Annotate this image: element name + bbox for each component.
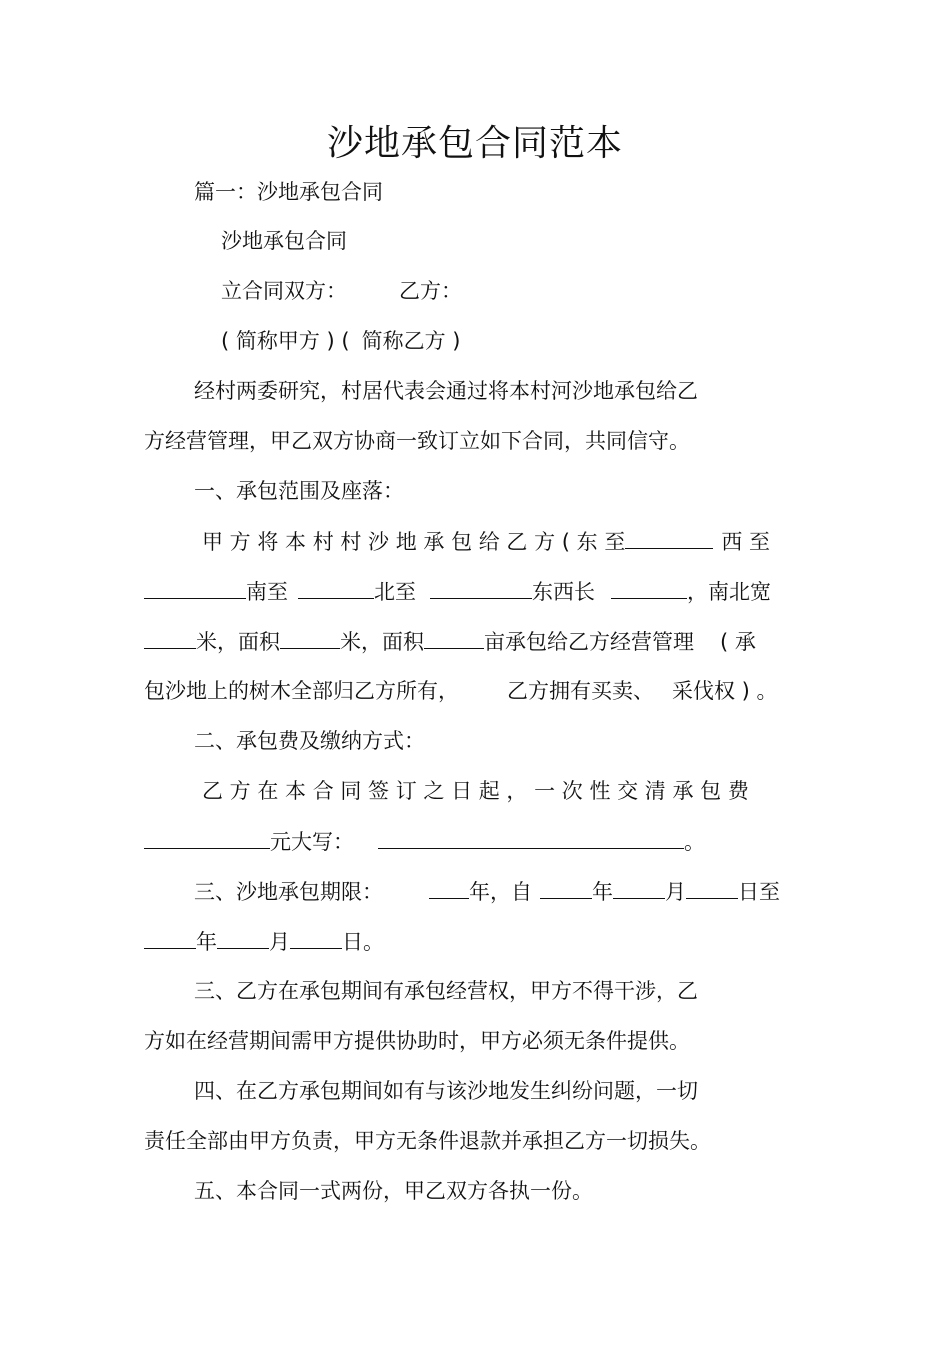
clause-text: 米，面积	[340, 630, 424, 654]
abbrev-a: ( 简称甲方 ) (	[221, 329, 350, 353]
clause-text: ( 承	[720, 630, 756, 654]
clause-text: 甲 方 将 本 村 村 沙 地 承 包 给 乙 方 ( 东 至	[202, 530, 626, 554]
fill-blank-south[interactable]	[298, 576, 374, 599]
clause-text: 采伐权 ) 。	[672, 679, 778, 703]
fill-blank-east[interactable]	[625, 526, 713, 549]
clause-text: 月	[665, 880, 686, 904]
fill-blank-start-year[interactable]	[540, 876, 592, 899]
clause-text: 亩承包给乙方经营管理	[484, 630, 694, 654]
paragraph-line: 四、在乙方承包期间如有与该沙地发生纠纷问题，一切	[194, 1079, 698, 1103]
paragraph-line: 五、本合同一式两份，甲乙双方各执一份。	[194, 1179, 593, 1203]
clause-text: 西 至	[721, 530, 771, 554]
contract-name: 沙地承包合同	[221, 229, 347, 253]
fill-blank-ns-width[interactable]	[144, 626, 196, 649]
paragraph-line: 经村两委研究，村居代表会通过将本村河沙地承包给乙	[194, 379, 698, 403]
clause-heading: 一、承包范围及座落：	[194, 479, 404, 503]
paragraph-line: 三、乙方在承包期间有承包经营权，甲方不得干涉，乙	[194, 979, 698, 1003]
clause-text: 元大写：	[270, 830, 354, 854]
clause-text-line	[202, 526, 770, 557]
fill-blank-area-mu[interactable]	[424, 626, 484, 649]
fill-blank-fee-in-words[interactable]	[378, 826, 684, 849]
clause-text: 年	[196, 930, 217, 954]
clause-text: 包沙地上的树木全部归乙方所有，	[144, 679, 459, 703]
fill-blank-west[interactable]	[144, 576, 246, 599]
abbrev-b: 简称乙方 )	[361, 329, 461, 353]
party-b-label: 乙方：	[399, 279, 462, 303]
clause-text-line	[194, 876, 780, 907]
abbreviation-line	[221, 326, 460, 356]
fill-blank-end-month[interactable]	[217, 926, 269, 949]
clause-text-line	[144, 926, 384, 957]
fill-blank-term-years[interactable]	[429, 876, 469, 899]
clause-text: ，南北宽	[687, 580, 771, 604]
clause-heading: 二、承包费及缴纳方式：	[194, 729, 425, 753]
clause-text-line	[144, 576, 771, 607]
clause-text: 日。	[342, 930, 384, 954]
fill-blank-north[interactable]	[430, 576, 532, 599]
fill-blank-start-month[interactable]	[613, 876, 665, 899]
party-a-label: 立合同双方：	[221, 279, 347, 303]
section-heading: 篇一：沙地承包合同	[194, 180, 383, 204]
fill-blank-fee-amount[interactable]	[144, 826, 270, 849]
clause-text: 年，自	[469, 880, 532, 904]
clause-text-line	[144, 676, 778, 706]
clause-text: 月	[269, 930, 290, 954]
clause-text: 南至	[246, 580, 288, 604]
clause-text: 乙方拥有买卖、	[507, 679, 654, 703]
fill-blank-area-m[interactable]	[280, 626, 340, 649]
fill-blank-end-year[interactable]	[144, 926, 196, 949]
clause-text-line: 乙 方 在 本 合 同 签 订 之 日 起 ， 一 次 性 交 清 承 包 费	[202, 779, 749, 803]
paragraph-line: 方如在经营期间需甲方提供协助时，甲方必须无条件提供。	[144, 1029, 690, 1053]
parties-line	[221, 276, 462, 306]
clause-text: 日至	[738, 880, 780, 904]
clause-text: 北至	[374, 580, 416, 604]
clause-text: 东西长	[532, 580, 595, 604]
clause-text: 米，面积	[196, 630, 280, 654]
fill-blank-ew-length[interactable]	[611, 576, 687, 599]
clause-text: 。	[684, 830, 705, 854]
clause-text-line	[144, 826, 705, 857]
paragraph-line: 方经营管理，甲乙双方协商一致订立如下合同，共同信守。	[144, 429, 690, 453]
clause-text: 三、沙地承包期限：	[194, 880, 383, 904]
clause-text-line	[144, 626, 756, 657]
fill-blank-start-day[interactable]	[686, 876, 738, 899]
fill-blank-end-day[interactable]	[290, 926, 342, 949]
document-title: 沙地承包合同范本	[326, 123, 623, 164]
clause-text: 年	[592, 880, 613, 904]
paragraph-line: 责任全部由甲方负责，甲方无条件退款并承担乙方一切损失。	[144, 1129, 711, 1153]
